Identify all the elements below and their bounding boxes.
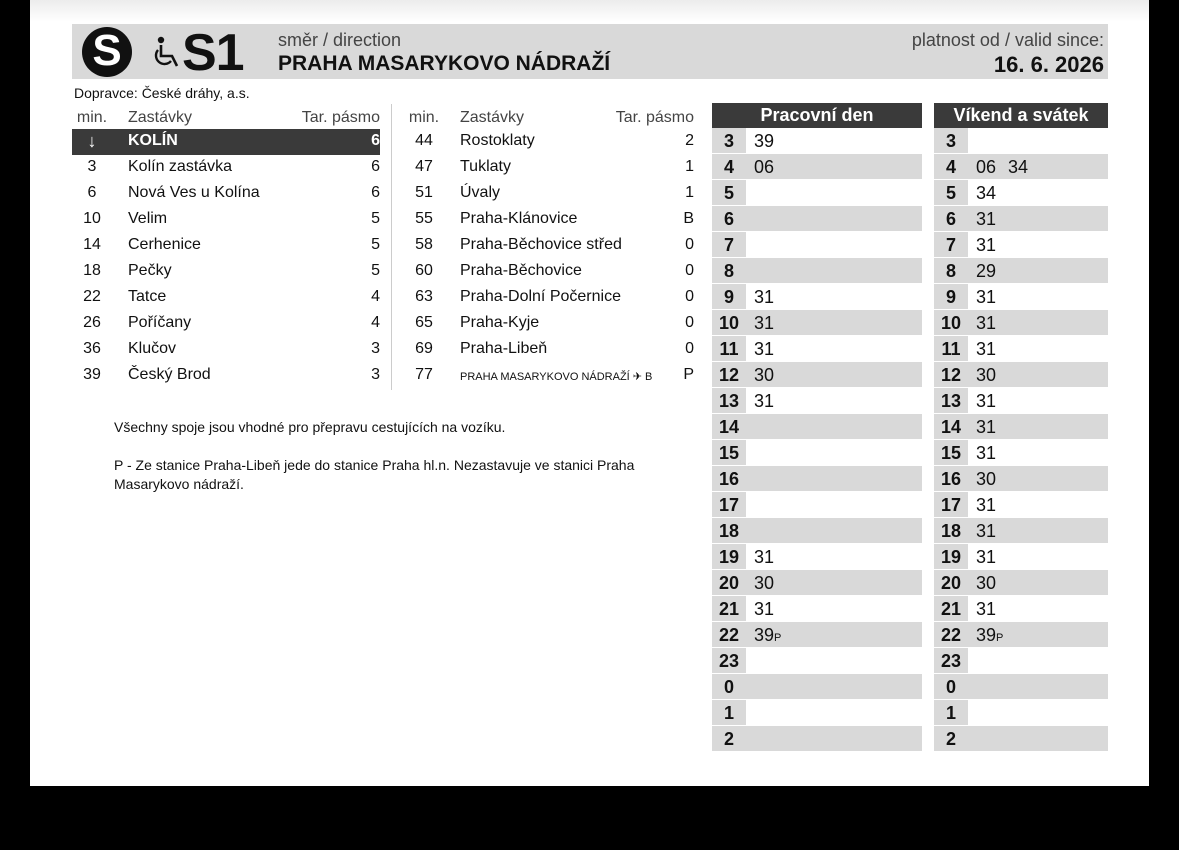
header-zone: Tar. pásmo [301,109,380,126]
departure-minute: 06 [754,157,775,177]
hour-label: 9 [712,284,746,309]
hour-row [934,180,1108,206]
stop-row [404,259,694,285]
stop-zone: 4 [371,314,380,331]
departures-cell [968,518,1108,543]
departures-cell [968,414,1108,439]
hour-label: 6 [945,209,956,229]
p-marker: P [774,632,782,644]
stop-minute: ↓ [87,131,97,151]
hour-label: 6 [723,209,734,229]
stop-zone: 0 [685,340,694,357]
hour-row [934,258,1108,284]
departures-cell [968,544,1108,569]
departures-cell [746,362,922,387]
valid-since-label: platnost od / valid since: [911,30,1104,50]
stop-row [72,181,380,207]
departure-minute: 39 [754,131,775,151]
hour-label: 3 [712,128,746,153]
hour-row [934,674,1108,700]
departure-minute: 31 [976,417,997,437]
departure-minute: 31 [976,235,997,255]
hour-label: 18 [718,521,740,541]
stop-row [404,207,694,233]
stop-zone: 3 [371,366,380,383]
departures-cell [968,336,1108,361]
note-wheelchair: Všechny spoje jsou vhodné pro přepravu cestujících na vozíku. [114,419,506,435]
stop-name: Úvaly [460,184,501,201]
stop-minute: 26 [83,314,101,331]
stop-zone: B [683,210,694,227]
stop-name: Rostoklaty [460,132,535,149]
stops-header [72,107,380,129]
stop-zone: 5 [371,210,380,227]
stop-zone: 0 [685,314,694,331]
departures-cell [968,570,1108,595]
departures-cell [968,674,1108,699]
hour-label: 17 [712,492,746,517]
stop-zone: 5 [371,236,380,253]
hour-row [712,414,922,440]
stop-minute: 39 [83,366,101,383]
departures-cell [746,284,922,309]
stop-minute: 18 [83,262,101,279]
hour-label: 2 [723,729,734,749]
stop-name: Poříčany [128,314,192,331]
stop-row [72,363,380,389]
stops-header [404,107,694,129]
stop-minute: 65 [415,314,433,331]
hour-row [934,336,1108,362]
header-min: min. [76,109,108,126]
hour-label: 11 [934,336,968,361]
stop-zone: 0 [685,262,694,279]
departure-minute: 31 [976,521,997,541]
hour-row [712,180,922,206]
stop-minute: 58 [415,236,433,253]
stop-row [72,285,380,311]
hour-label: 21 [712,596,746,621]
departures-cell [746,648,922,673]
direction-label: směr / direction [278,30,402,50]
stop-zone: 5 [371,262,380,279]
hour-row [712,570,922,596]
stop-minute: 3 [87,158,97,175]
hour-label: 15 [934,440,968,465]
stop-name: Praha-Dolní Počernice [460,288,621,305]
p-marker: P [996,632,1004,644]
stop-name: Pečky [128,262,172,279]
hour-label: 12 [940,365,962,385]
departure-minute: 30 [976,469,997,489]
stop-zone: 6 [371,132,380,149]
header-min: min. [408,109,440,126]
stop-name: PRAHA MASARYKOVO NÁDRAŽÍ ✈ B [460,371,653,383]
stop-zone: 4 [371,288,380,305]
hour-label: 20 [940,573,962,593]
stop-zone: 6 [371,184,380,201]
stop-zone: 1 [685,158,694,175]
hour-label: 18 [940,521,962,541]
departures-cell [746,674,922,699]
hour-row [934,466,1108,492]
stop-zone: 1 [685,184,694,201]
departures-cell [968,284,1108,309]
stop-name: Praha-Libeň [460,340,548,357]
hour-row [712,544,922,570]
hour-label: 23 [712,648,746,673]
hour-row [712,128,922,154]
note-p: P - Ze stanice Praha-Libeň jede do stanice Praha hl.n. Nezastavuje ve stanici Praha Masarykovo nádraží. [114,457,635,492]
stop-minute: 51 [415,184,433,201]
hour-row [934,154,1108,180]
stop-minute: 55 [415,210,433,227]
stop-minute: 60 [415,262,433,279]
hour-row [712,154,922,180]
header-bar [72,24,1108,82]
stop-minute: 69 [415,340,433,357]
departures-cell [746,258,922,283]
hour-row [934,388,1108,414]
hour-label: 5 [712,180,746,205]
stop-name: Praha-Klánovice [460,210,578,227]
header-stops: Zastávky [460,109,525,126]
hour-label: 22 [718,625,740,645]
departure-minute: 30 [754,573,775,593]
departure-minute: 31 [754,599,775,619]
departures-cell [968,258,1108,283]
stop-name: Velim [128,210,168,227]
departures-cell [968,596,1108,621]
hour-label: 0 [723,677,734,697]
stop-row [404,363,694,389]
header-stops: Zastávky [128,109,193,126]
departures-cell [746,414,922,439]
stop-minute: 77 [415,366,433,383]
stop-name: Tuklaty [460,158,511,175]
departures-cell [746,128,922,153]
stop-row [72,311,380,337]
valid-since-date: 16. 6. 2026 [993,52,1104,77]
hour-row [934,206,1108,232]
hour-row [934,622,1108,648]
departure-minute: 31 [754,339,775,359]
header-zone: Tar. pásmo [615,109,694,126]
hour-label: 2 [945,729,956,749]
departures-cell [968,180,1108,205]
hour-row [934,492,1108,518]
timetable-weekend [934,103,1108,752]
hour-label: 11 [712,336,746,361]
departure-minute: 31 [976,313,997,333]
departure-minute: 31 [976,209,997,229]
carrier: Dopravce: České dráhy, a.s. [74,85,250,101]
hour-label: 3 [934,128,968,153]
departure-minute: 06 [976,157,997,177]
departures-cell [746,336,922,361]
departure-minute: 31 [976,339,997,359]
departures-cell [746,154,922,179]
stop-minute: 6 [87,184,97,201]
departures-cell [746,310,922,335]
departure-minute: 31 [976,599,997,619]
stop-zone: 2 [685,132,694,149]
departure-minute: 34 [1008,157,1029,177]
hour-row [712,440,922,466]
stop-row [404,233,694,259]
departure-minute: 29 [976,261,997,281]
hour-label: 8 [945,261,956,281]
hour-row [934,700,1108,726]
departures-cell [746,726,922,751]
departure-minute: 31 [976,547,997,567]
hour-row [934,232,1108,258]
hour-label: 10 [718,313,740,333]
stop-row [72,233,380,259]
stop-row [404,181,694,207]
departure-minute: 34 [976,183,997,203]
stops-list-left [72,107,380,389]
stop-name: Praha-Běchovice střed [460,236,622,253]
departures-cell [746,388,922,413]
departures-cell [746,622,922,647]
stop-minute: 63 [415,288,433,305]
hour-label: 4 [723,157,734,177]
hour-row [712,518,922,544]
direction-name: PRAHA MASARYKOVO NÁDRAŽÍ [278,52,611,75]
hour-row [712,492,922,518]
departures-cell [968,648,1108,673]
timetable-title: Pracovní den [712,103,922,128]
departures-cell [746,570,922,595]
departure-minute: 30 [754,365,775,385]
departures-cell [746,492,922,517]
departures-cell [746,180,922,205]
departure-minute: 31 [754,547,775,567]
hour-label: 16 [940,469,962,489]
stop-name: Nová Ves u Kolína [128,184,260,201]
departures-cell [968,388,1108,413]
stop-minute: 44 [415,132,433,149]
cd-logo: S [82,27,132,77]
hour-label: 19 [934,544,968,569]
hour-row [712,258,922,284]
hour-row [934,544,1108,570]
stop-row [404,337,694,363]
departures-cell [968,310,1108,335]
stop-row [404,155,694,181]
departures-cell [746,232,922,257]
stop-zone: P [683,366,694,383]
stop-row [72,207,380,233]
hour-row [934,362,1108,388]
departures-cell [968,622,1108,647]
departures-cell [968,466,1108,491]
hour-row [712,596,922,622]
hour-label: 9 [934,284,968,309]
hour-row [712,726,922,752]
stop-zone: 0 [685,236,694,253]
departures-cell [968,232,1108,257]
departure-minute: 30 [976,573,997,593]
stop-minute: 10 [83,210,101,227]
hour-row [934,570,1108,596]
stop-name: Cerhenice [128,236,201,253]
timetable-title: Víkend a svátek [934,103,1108,128]
departure-minute: 31 [976,287,997,307]
departure-minute: 31 [976,391,997,411]
departures-cell [746,700,922,725]
stop-name: Kolín zastávka [128,158,233,175]
hour-row [934,128,1108,154]
stop-row [404,311,694,337]
hour-label: 21 [934,596,968,621]
hour-row [712,674,922,700]
departure-minute: 30 [976,365,997,385]
stop-row [72,155,380,181]
hour-label: 16 [718,469,740,489]
hour-label: 13 [934,388,968,413]
hour-label: 0 [945,677,956,697]
departures-cell [746,466,922,491]
departure-minute: 31 [976,495,997,515]
hour-label: 22 [940,625,962,645]
hour-label: 14 [718,417,740,437]
departure-minute: 31 [754,287,775,307]
hour-label: 4 [945,157,956,177]
hour-label: 1 [712,700,746,725]
hour-row [934,648,1108,674]
hour-row [712,388,922,414]
stop-name: Praha-Běchovice [460,262,582,279]
departure-minute: 31 [976,443,997,463]
stop-row [404,285,694,311]
hour-label: 5 [934,180,968,205]
stop-minute: 47 [415,158,433,175]
hour-row [712,362,922,388]
hour-label: 8 [723,261,734,281]
timetable-sheet [30,0,1149,786]
departure-minute: 31 [754,313,775,333]
stop-name: KOLÍN [128,132,178,149]
hour-row [934,726,1108,752]
stop-row [72,129,380,155]
hour-row [934,596,1108,622]
hour-label: 17 [934,492,968,517]
stop-row [72,259,380,285]
sheet-shadow [30,0,1149,22]
hour-row [712,622,922,648]
departures-cell [746,440,922,465]
hour-label: 20 [718,573,740,593]
hour-label: 10 [940,313,962,333]
departures-cell [968,492,1108,517]
stop-name: Tatce [128,288,167,305]
hour-label: 19 [712,544,746,569]
hour-label: 7 [934,232,968,257]
departures-cell [968,154,1108,179]
hour-label: 23 [934,648,968,673]
stop-zone: 3 [371,340,380,357]
timetable-workday [712,103,922,752]
hour-label: 13 [712,388,746,413]
departures-cell [746,596,922,621]
hour-row [712,336,922,362]
hour-row [934,284,1108,310]
wheelchair-icon [152,36,182,70]
hour-row [712,700,922,726]
departure-minute: 39P [976,625,1004,645]
departures-cell [968,206,1108,231]
line-code: S1 [182,24,244,82]
departures-cell [968,440,1108,465]
hour-row [712,466,922,492]
departures-cell [968,726,1108,751]
hour-row [934,414,1108,440]
stops-list-right [404,107,694,389]
stop-minute: 22 [83,288,101,305]
hour-row [934,310,1108,336]
hour-row [934,440,1108,466]
stop-zone: 6 [371,158,380,175]
hour-label: 14 [940,417,962,437]
hour-row [712,648,922,674]
hour-label: 7 [712,232,746,257]
stop-minute: 14 [83,236,101,253]
hour-label: 1 [934,700,968,725]
hour-label: 15 [712,440,746,465]
stop-row [404,129,694,155]
hour-row [712,206,922,232]
stop-row [72,337,380,363]
stop-name: Praha-Kyje [460,314,540,331]
departures-cell [746,206,922,231]
departures-cell [968,128,1108,153]
departures-cell [968,700,1108,725]
stop-zone: 0 [685,288,694,305]
stop-name: Český Brod [128,366,211,383]
departures-cell [746,544,922,569]
stop-name: Klučov [128,340,177,357]
departures-cell [746,518,922,543]
hour-label: 12 [718,365,740,385]
hour-row [712,232,922,258]
column-divider [391,104,392,390]
hour-row [712,310,922,336]
departure-minute: 31 [754,391,775,411]
stop-minute: 36 [83,340,101,357]
hour-row [934,518,1108,544]
hour-row [712,284,922,310]
departures-cell [968,362,1108,387]
departure-minute: 39P [754,625,782,645]
